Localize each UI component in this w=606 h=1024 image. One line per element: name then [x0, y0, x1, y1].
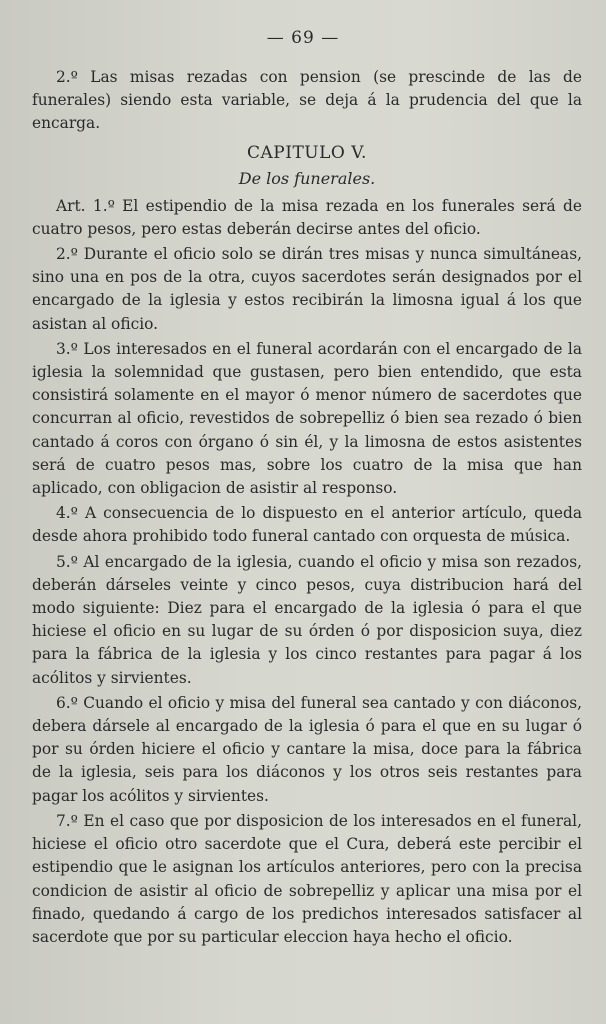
article-4: 4.º A consecuencia de lo dispuesto en el anterior artículo, queda desde ahora prohibido todo funeral cantado con orquesta de música.: [32, 504, 582, 546]
article-5: 5.º Al encargado de la iglesia, cuando el oficio y misa son rezados, deberán dárseles veinte y cinco pesos, cuya distribucion hará del modo siguiente: Diez para el encargado de la iglesia ó para el que hiciese el oficio en su lugar de su órden ó por disposicion suya, diez para la fábrica de la iglesia y los cinco restantes para pagar á los acólitos y sirvientes.: [32, 552, 582, 687]
page-body: [32, 66, 582, 949]
chapter-subtitle: De los funerales.: [238, 168, 376, 188]
intro-paragraph: 2.º Las misas rezadas con pension (se prescinde de las de funerales) siendo esta variable, se deja á la prudencia del que la encarga.: [32, 68, 582, 133]
article-1: Art. 1.º El estipendio de la misa rezada en los funerales será de cuatro pesos, pero estas deberán decirse antes del oficio.: [32, 196, 582, 238]
article-7: 7.º En el caso que por disposicion de los interesados en el funeral, hiciese el oficio otro sacerdote que el Cura, deberá este percibir el estipendio que le asignan los artículos anteriores, pero con la precisa condicion de asistir al oficio de sobrepelliz y aplicar una misa por el finado, quedando á cargo de los predichos interesados satisfacer al sacerdote que por su particular eleccion haya hecho el oficio.: [32, 811, 582, 946]
article-3: 3.º Los interesados en el funeral acordarán con el encargado de la iglesia la solemnidad que gustasen, pero bien entendido, que esta consistirá solamente en el mayor ó menor número de sacerdotes que concurran al oficio, revestidos de sobrepelliz ó bien sea rezado ó bien cantado á coros con órgano ó sin él, y la limosna de estos asistentes será de cuatro pesos mas, sobre los cuatro de la misa que han aplicado, con obligacion de asistir al responso.: [32, 339, 582, 498]
article-6: 6.º Cuando el oficio y misa del funeral sea cantado y con diáconos, debera dársele al encargado de la iglesia ó para el que en su lugar ó por su órden hiciere el oficio y cantare la misa, doce para la fábrica de la iglesia, seis para los diáconos y los otros seis restantes para pagar los acólitos y sirvientes.: [32, 693, 582, 805]
chapter-title: CAPITULO V.: [247, 142, 367, 163]
page-number: — 69 —: [266, 28, 340, 48]
article-2: 2.º Durante el oficio solo se dirán tres misas y nunca simultáneas, sino una en pos de la otra, cuyos sacerdotes serán designados por el encargado de la iglesia y estos recibirán la limosna igual á los que asistan al oficio.: [32, 245, 582, 333]
